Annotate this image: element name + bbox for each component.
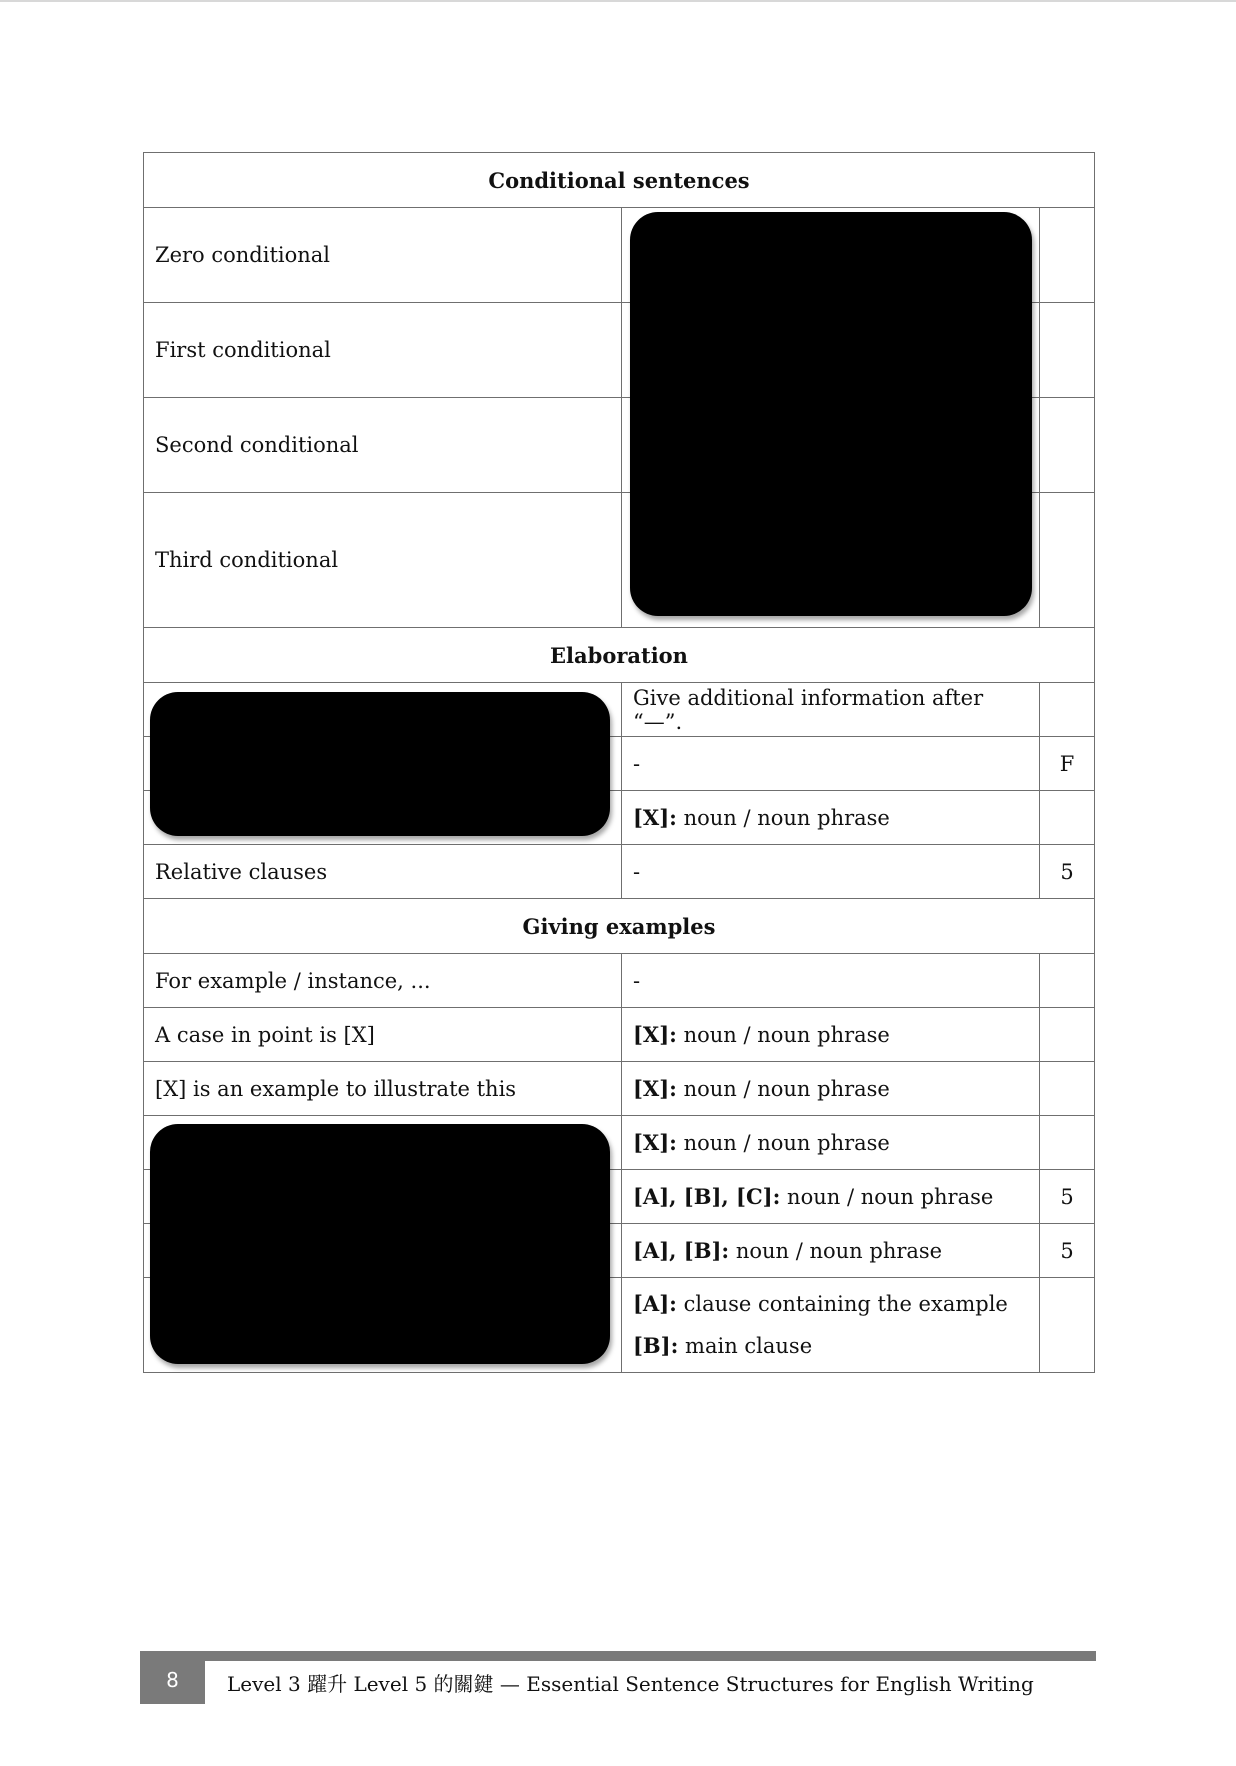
note-cell xyxy=(622,791,1040,845)
table-row xyxy=(144,1008,1095,1062)
placeholder-label: [X]: xyxy=(633,1022,677,1047)
table-row xyxy=(144,845,1095,899)
redaction-box xyxy=(150,1124,610,1364)
redaction-box xyxy=(630,212,1032,616)
placeholder-label: [A], [B], [C]: xyxy=(633,1184,781,1209)
note-cell xyxy=(622,1278,1040,1373)
structure-cell: [X] is an example to illustrate this xyxy=(144,1062,622,1116)
level-cell xyxy=(1040,398,1095,493)
placeholder-label: [A]: xyxy=(633,1291,677,1316)
table-row xyxy=(144,1062,1095,1116)
note-cell: Give additional information after “—”. xyxy=(622,683,1040,737)
footer-title: Level 3 躍升 Level 5 的關鍵 — Essential Sentence Structures for English Writing xyxy=(227,1672,1034,1696)
section-header-elaboration xyxy=(144,628,1095,683)
placeholder-label: [X]: xyxy=(633,805,677,830)
structure-cell: A case in point is [X] xyxy=(144,1008,622,1062)
placeholder-desc: noun / noun phrase xyxy=(729,1239,943,1263)
placeholder-desc: noun / noun phrase xyxy=(676,806,890,830)
structure-cell: Second conditional xyxy=(144,398,622,493)
note-cell xyxy=(622,1008,1040,1062)
placeholder-label: [X]: xyxy=(633,1130,677,1155)
page-number: 8 xyxy=(140,1651,205,1704)
level-cell xyxy=(1040,1278,1095,1373)
level-cell xyxy=(1040,954,1095,1008)
structure-cell: Relative clauses xyxy=(144,845,622,899)
section-title: Conditional sentences xyxy=(144,153,1095,208)
table-row xyxy=(144,954,1095,1008)
note-cell: - xyxy=(622,737,1040,791)
structure-cell: For example / instance, ... xyxy=(144,954,622,1008)
placeholder-desc: noun / noun phrase xyxy=(676,1077,890,1101)
note-line xyxy=(633,1283,1028,1325)
level-cell xyxy=(1040,493,1095,628)
level-cell xyxy=(1040,683,1095,737)
section-header-examples xyxy=(144,899,1095,954)
section-header-conditional xyxy=(144,153,1095,208)
level-cell xyxy=(1040,1008,1095,1062)
structure-cell: Third conditional xyxy=(144,493,622,628)
structure-cell: First conditional xyxy=(144,303,622,398)
placeholder-desc: noun / noun phrase xyxy=(780,1185,994,1209)
note-cell xyxy=(622,1224,1040,1278)
level-cell xyxy=(1040,1116,1095,1170)
level-cell: 5 xyxy=(1040,845,1095,899)
level-cell xyxy=(1040,1062,1095,1116)
redaction-box xyxy=(150,692,610,836)
level-cell: 5 xyxy=(1040,1224,1095,1278)
placeholder-label: [B]: xyxy=(633,1333,679,1358)
note-cell: - xyxy=(622,845,1040,899)
level-cell xyxy=(1040,208,1095,303)
structure-cell: Zero conditional xyxy=(144,208,622,303)
placeholder-desc: clause containing the example xyxy=(676,1292,1008,1316)
section-title: Giving examples xyxy=(144,899,1095,954)
page-top-rule xyxy=(0,0,1236,2)
note-cell: - xyxy=(622,954,1040,1008)
level-cell xyxy=(1040,303,1095,398)
placeholder-desc: noun / noun phrase xyxy=(676,1023,890,1047)
placeholder-label: [A], [B]: xyxy=(633,1238,730,1263)
section-title: Elaboration xyxy=(144,628,1095,683)
level-cell: F xyxy=(1040,737,1095,791)
placeholder-label: [X]: xyxy=(633,1076,677,1101)
level-cell: 5 xyxy=(1040,1170,1095,1224)
note-cell xyxy=(622,1116,1040,1170)
note-cell xyxy=(622,1062,1040,1116)
footer-bar xyxy=(140,1651,1096,1661)
placeholder-desc: main clause xyxy=(678,1334,813,1358)
note-cell xyxy=(622,1170,1040,1224)
placeholder-desc: noun / noun phrase xyxy=(676,1131,890,1155)
level-cell xyxy=(1040,791,1095,845)
note-line xyxy=(633,1325,1028,1367)
